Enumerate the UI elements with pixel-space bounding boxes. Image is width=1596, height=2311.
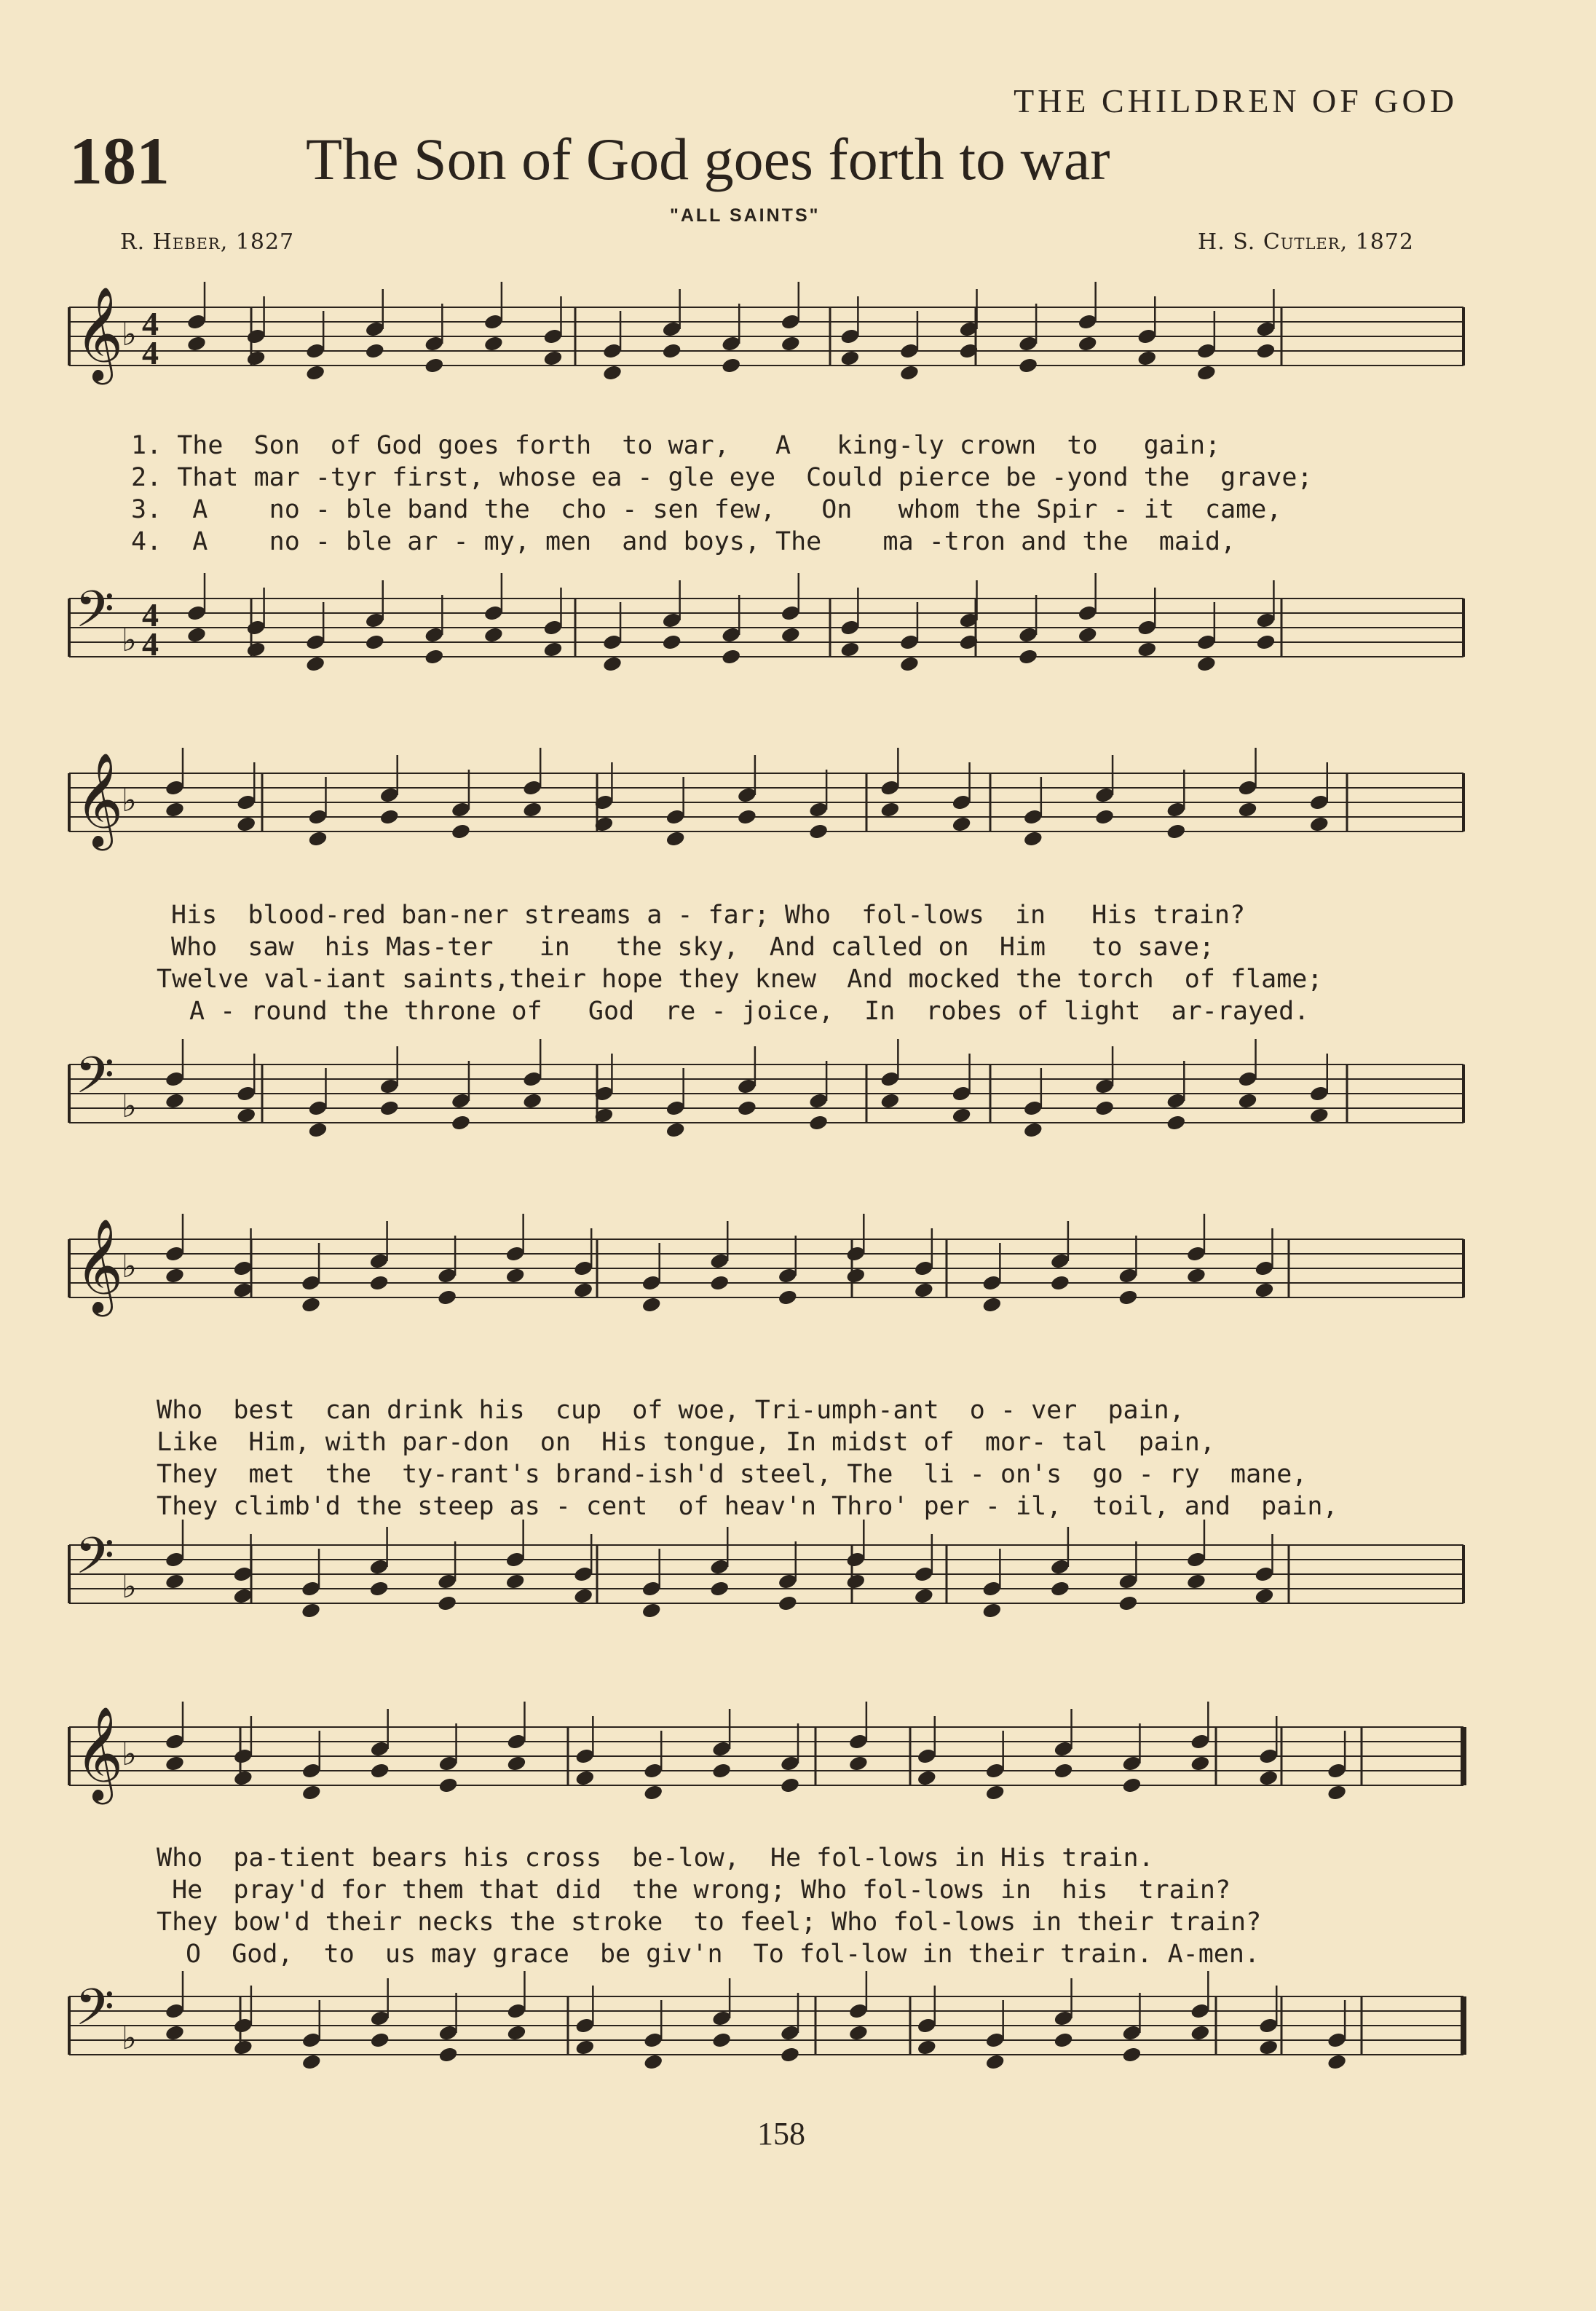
note-head xyxy=(505,1267,525,1284)
note-head xyxy=(505,1573,525,1590)
note-head xyxy=(981,1602,1002,1619)
note-head xyxy=(506,2024,526,2042)
note-head xyxy=(880,1092,900,1110)
bass-clef-icon: 𝄢 xyxy=(75,1526,115,1597)
note-head xyxy=(369,1762,390,1779)
note-head xyxy=(737,808,757,826)
note-head xyxy=(899,364,920,382)
note-head xyxy=(424,357,444,374)
note-head xyxy=(574,2039,595,2056)
note-head xyxy=(1018,357,1038,374)
bass-clef-icon: 𝄢 xyxy=(75,1978,115,2049)
treble-clef-icon: 𝄞 xyxy=(75,1706,124,1801)
verse-line: 1. The Son of God goes forth to war, A king-ly crown to gain; xyxy=(131,431,1221,460)
note-head xyxy=(307,830,328,848)
treble-staff-system-1 xyxy=(0,286,1596,393)
note-head xyxy=(845,1573,866,1590)
note-head xyxy=(1137,641,1157,658)
note-head xyxy=(483,626,504,644)
note-head xyxy=(721,648,741,665)
note-head xyxy=(1254,1281,1274,1299)
verse-line: 3. A no - ble band the cho - sen few, On whom the Spir - it came, xyxy=(131,495,1282,524)
verse-line: 2. That mar -tyr first, whose ea - gle eye Could pierce be -yond the grave; xyxy=(131,463,1313,492)
note-head xyxy=(781,626,801,644)
note-head xyxy=(1196,655,1217,673)
note-head xyxy=(1094,1099,1115,1117)
note-head xyxy=(369,2031,390,2049)
note-head xyxy=(643,2053,663,2071)
note-head xyxy=(522,801,542,818)
note-head xyxy=(643,1784,663,1801)
flat-icon: ♭ xyxy=(122,1568,137,1605)
note-head xyxy=(483,335,504,352)
author-credit: R. Heber, 1827 xyxy=(120,229,295,255)
note-head xyxy=(1118,1595,1138,1612)
lyrics-system-3 xyxy=(0,1398,1596,1536)
note-head xyxy=(1186,1573,1206,1590)
note-head xyxy=(1186,1267,1206,1284)
note-head xyxy=(845,1267,866,1284)
flat-icon: ♭ xyxy=(122,1736,137,1773)
note-head xyxy=(245,641,266,658)
time-signature: 4 xyxy=(142,305,159,342)
note-head xyxy=(301,1784,322,1801)
note-head xyxy=(780,1777,800,1794)
treble-staff-system-3 xyxy=(0,1218,1596,1383)
note-head xyxy=(808,1114,829,1131)
note-head xyxy=(1118,1289,1138,1306)
note-head xyxy=(1121,2046,1142,2063)
page-number: 158 xyxy=(757,2116,805,2152)
hymn-title: The Son of God goes forth to war xyxy=(306,126,1110,192)
note-head xyxy=(438,2046,458,2063)
treble-clef-icon: 𝄞 xyxy=(75,1218,124,1313)
note-head xyxy=(1018,648,1038,665)
note-head xyxy=(641,1296,662,1313)
note-head xyxy=(602,364,623,382)
bass-clef-icon: 𝄢 xyxy=(75,580,115,651)
note-head xyxy=(1309,1107,1330,1124)
note-head xyxy=(914,1587,934,1605)
note-head xyxy=(301,1602,321,1619)
note-head xyxy=(840,641,860,658)
note-head xyxy=(917,2039,937,2056)
note-head xyxy=(1190,1755,1210,1772)
note-head xyxy=(1053,1762,1073,1779)
treble-clef-icon: 𝄞 xyxy=(75,286,124,381)
note-head xyxy=(232,1281,253,1299)
note-head xyxy=(165,1267,185,1284)
note-head xyxy=(1050,1580,1070,1597)
note-head xyxy=(542,349,563,367)
note-head xyxy=(573,1587,593,1605)
note-head xyxy=(186,626,207,644)
note-head xyxy=(1327,2053,1347,2071)
note-head xyxy=(424,648,444,665)
verse-line: He pray'd for them that did the wrong; Who fol-lows in his train? xyxy=(157,1876,1231,1905)
flat-icon: ♭ xyxy=(122,622,137,659)
note-head xyxy=(1078,626,1098,644)
note-head xyxy=(236,1107,256,1124)
note-head xyxy=(368,1580,389,1597)
note-head xyxy=(848,2024,869,2042)
note-head xyxy=(522,1092,542,1110)
note-head xyxy=(665,1121,685,1139)
note-head xyxy=(379,1099,400,1117)
note-head xyxy=(305,655,325,673)
note-head xyxy=(245,349,266,367)
note-head xyxy=(451,823,471,840)
note-head xyxy=(305,364,325,382)
note-head xyxy=(661,633,682,651)
bass-staff-system-2 xyxy=(0,1048,1596,1165)
note-head xyxy=(574,1769,595,1787)
note-head xyxy=(711,1762,732,1779)
composer-credit: H. S. Cutler, 1872 xyxy=(1198,229,1414,255)
note-head xyxy=(1121,1777,1142,1794)
note-head xyxy=(233,2039,253,2056)
note-head xyxy=(781,335,801,352)
note-head xyxy=(1255,342,1276,360)
note-head xyxy=(165,2024,185,2042)
note-head xyxy=(186,335,207,352)
verse-line: They bow'd their necks the stroke to feel; Who fol-lows in their train? xyxy=(157,1908,1262,1937)
flat-icon: ♭ xyxy=(122,782,137,819)
verse-line: Twelve val-iant saints,their hope they knew And mocked the torch of flame; xyxy=(157,965,1323,994)
verse-line: Who saw his Mas-ter in the sky, And called on Him to save; xyxy=(171,933,1214,962)
bass-staff-system-1 xyxy=(0,582,1596,699)
note-head xyxy=(365,633,385,651)
note-head xyxy=(438,1777,458,1794)
note-head xyxy=(1258,2039,1279,2056)
note-head xyxy=(951,1107,971,1124)
note-head xyxy=(709,1274,730,1292)
note-head xyxy=(165,1755,185,1772)
verse-line: Who pa-tient bears his cross be-low, He fol-lows in His train. xyxy=(157,1844,1154,1873)
note-head xyxy=(984,1784,1005,1801)
note-head xyxy=(1166,1114,1186,1131)
note-head xyxy=(602,655,623,673)
note-head xyxy=(899,655,920,673)
note-head xyxy=(233,1769,253,1787)
note-head xyxy=(307,1121,328,1139)
note-head xyxy=(165,1573,185,1590)
tune-name: "ALL SAINTS" xyxy=(670,205,821,226)
note-head xyxy=(737,1099,757,1117)
note-head xyxy=(437,1289,457,1306)
note-head xyxy=(232,1587,253,1605)
note-head xyxy=(914,1281,934,1299)
treble-staff-system-4 xyxy=(0,1706,1596,1857)
lyrics-system-4 xyxy=(0,1846,1596,1984)
note-head xyxy=(1237,801,1257,818)
note-head xyxy=(1237,1092,1257,1110)
note-head xyxy=(365,342,385,360)
lyrics-system-1 xyxy=(0,433,1596,572)
verse-line: They climb'd the steep as - cent of heav'n Thro' per - il, toil, and pain, xyxy=(157,1492,1338,1521)
note-head xyxy=(1023,1121,1043,1139)
note-head xyxy=(917,1769,937,1787)
note-head xyxy=(542,641,563,658)
treble-clef-icon: 𝄞 xyxy=(75,752,124,847)
hymn-number: 181 xyxy=(69,124,170,198)
note-head xyxy=(573,1281,593,1299)
note-head xyxy=(165,1092,185,1110)
note-head xyxy=(848,1755,869,1772)
flat-icon: ♭ xyxy=(122,1088,137,1125)
note-head xyxy=(1327,1784,1347,1801)
verse-line: Like Him, with par-don on His tongue, In midst of mor- tal pain, xyxy=(157,1428,1215,1457)
bass-clef-icon: 𝄢 xyxy=(75,1046,115,1117)
note-head xyxy=(1258,1769,1279,1787)
verse-line: They met the ty-rant's brand-ish'd steel, The li - on's go - ry mane, xyxy=(157,1460,1308,1489)
time-signature: 4 xyxy=(142,625,159,663)
note-head xyxy=(301,2053,322,2071)
flat-icon: ♭ xyxy=(122,316,137,353)
note-head xyxy=(641,1602,662,1619)
lyrics-system-2 xyxy=(0,903,1596,1041)
bass-staff-system-3 xyxy=(0,1526,1596,1660)
verse-line: A - round the throne of God re - joice, In robes of light ar-rayed. xyxy=(189,997,1310,1026)
note-head xyxy=(984,2053,1005,2071)
note-head xyxy=(778,1595,798,1612)
note-head xyxy=(506,1755,526,1772)
flat-icon: ♭ xyxy=(122,1248,137,1285)
verse-line: Who best can drink his cup of woe, Tri-umph-ant o - ver pain, xyxy=(157,1396,1185,1425)
verse-line: His blood-red ban-ner streams a - far; Who fol-lows in His train? xyxy=(171,901,1246,930)
note-head xyxy=(1190,2024,1210,2042)
note-head xyxy=(778,1289,798,1306)
note-head xyxy=(1196,364,1217,382)
note-head xyxy=(665,830,685,848)
note-head xyxy=(165,801,185,818)
flat-icon: ♭ xyxy=(122,2020,137,2057)
note-head xyxy=(368,1274,389,1292)
note-head xyxy=(840,349,860,367)
note-head xyxy=(1137,349,1157,367)
time-signature: 4 xyxy=(142,596,159,633)
note-head xyxy=(1023,830,1043,848)
note-head xyxy=(721,357,741,374)
note-head xyxy=(1255,633,1276,651)
note-head xyxy=(437,1595,457,1612)
note-head xyxy=(301,1296,321,1313)
time-signature: 4 xyxy=(142,334,159,371)
verse-line: 4. A no - ble ar - my, men and boys, The ma -tron and the maid, xyxy=(131,527,1236,556)
note-head xyxy=(661,342,682,360)
note-head xyxy=(236,815,256,833)
treble-staff-system-2 xyxy=(0,752,1596,888)
note-head xyxy=(1094,808,1115,826)
verse-line: O God, to us may grace be giv'n To fol-low in their train. A-men. xyxy=(186,1940,1260,1969)
note-head xyxy=(1309,815,1330,833)
note-head xyxy=(780,2046,800,2063)
note-head xyxy=(880,801,900,818)
note-head xyxy=(379,808,400,826)
note-head xyxy=(1053,2031,1073,2049)
note-head xyxy=(1166,823,1186,840)
note-head xyxy=(951,815,971,833)
running-head: THE CHILDREN OF GOD xyxy=(1014,82,1458,119)
bass-staff-system-4 xyxy=(0,1980,1596,2097)
note-head xyxy=(1050,1274,1070,1292)
note-head xyxy=(711,2031,732,2049)
note-head xyxy=(451,1114,471,1131)
note-head xyxy=(1078,335,1098,352)
note-head xyxy=(1254,1587,1274,1605)
note-head xyxy=(808,823,829,840)
note-head xyxy=(709,1580,730,1597)
note-head xyxy=(981,1296,1002,1313)
